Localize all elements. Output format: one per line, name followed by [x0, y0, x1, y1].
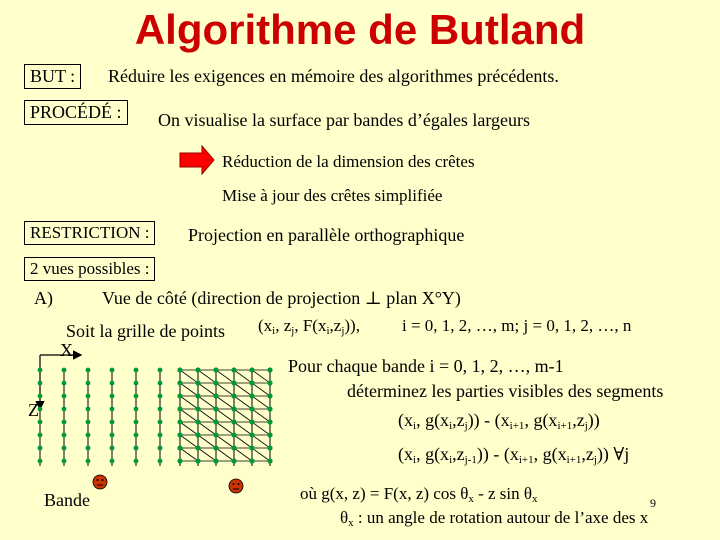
grid-diagonal-line	[216, 422, 234, 435]
grid-diagonal-line	[180, 396, 198, 409]
grid-diagonal-line	[198, 409, 216, 422]
grid-point	[249, 393, 254, 398]
grid-point	[213, 380, 218, 385]
grid-point	[267, 419, 272, 424]
grille-indices: i = 0, 1, 2, …, m; j = 0, 1, 2, …, n	[402, 316, 632, 335]
grid-point	[38, 433, 43, 438]
smiley-eye	[238, 483, 240, 485]
grid-point	[38, 368, 43, 373]
smiley-eye	[97, 479, 99, 481]
grid-point	[158, 420, 163, 425]
grid-point	[134, 420, 139, 425]
segment-formula-1: ($x_i$, $g(x_i,z_j)) - (x_{i+1}$, $g(x_{i+1},z_j)$)	[398, 410, 600, 432]
grid-point	[62, 407, 67, 412]
grid-point	[231, 393, 236, 398]
grid-point	[86, 407, 91, 412]
procede-result1: Réduction de la dimension des crêtes	[222, 152, 475, 171]
but-label: BUT :	[24, 64, 81, 89]
grid-point	[134, 459, 139, 464]
grid-diagonal-line	[198, 448, 216, 461]
grid-point	[134, 446, 139, 451]
vues-item-a: A)	[34, 288, 53, 308]
grid-point	[62, 368, 67, 373]
grid-diagonal-line	[216, 396, 234, 409]
grid-point	[38, 381, 43, 386]
grid-diagonal-line	[252, 448, 270, 461]
grid-point	[177, 445, 182, 450]
grid-diagonal-line	[252, 409, 270, 422]
grid-point	[195, 367, 200, 372]
grid-point	[158, 446, 163, 451]
grid-point	[158, 459, 163, 464]
grid-diagonal-line	[198, 422, 216, 435]
grid-point	[249, 419, 254, 424]
grid-diagonal-line	[252, 422, 270, 435]
grid-point	[110, 381, 115, 386]
grid-point	[86, 459, 91, 464]
grid-point	[213, 419, 218, 424]
grid-point	[249, 432, 254, 437]
bande-text-line2: déterminez les parties visibles des segments	[347, 381, 664, 401]
grid-diagonal-line	[216, 448, 234, 461]
grid-point	[86, 433, 91, 438]
grid-diagonal-line	[234, 422, 252, 435]
restriction-label: RESTRICTION :	[24, 221, 155, 245]
grid-point	[62, 446, 67, 451]
grid-point	[231, 458, 236, 463]
segment-formula-2: ($x_i$, $g(x_i,z_{j-1})) - (x_{i+1}$, $g(x_{i+1},z_j)$) ∀j	[398, 444, 630, 466]
grid-point	[62, 394, 67, 399]
grid-point	[62, 381, 67, 386]
grid-point	[231, 380, 236, 385]
grid-diagonal-line	[180, 409, 198, 422]
grid-point	[249, 367, 254, 372]
grid-point	[249, 445, 254, 450]
grid-point	[158, 407, 163, 412]
grid-point	[177, 406, 182, 411]
grid-point	[195, 445, 200, 450]
grid-point	[62, 459, 67, 464]
bande-text-line1: Pour chaque bande i = 0, 1, 2, …, m-1	[288, 356, 564, 376]
grid-point	[267, 445, 272, 450]
grid-point	[267, 406, 272, 411]
grid-point	[110, 446, 115, 451]
slide-title: Algorithme de Butland	[134, 6, 586, 53]
grid-point	[195, 393, 200, 398]
grid-diagonal-line	[198, 370, 216, 383]
smiley-icon	[93, 475, 107, 489]
grid-point	[110, 368, 115, 373]
grid-point	[158, 394, 163, 399]
grid-diagonal-line	[180, 422, 198, 435]
grid-point	[249, 406, 254, 411]
grid-point	[86, 368, 91, 373]
grid-point	[231, 419, 236, 424]
grid-diagonal-line	[180, 370, 198, 383]
grid-point	[231, 432, 236, 437]
vues-item-a-text: Vue de côté (direction de projection ⊥ plan X°Y)	[102, 288, 461, 308]
grid-diagonal-line	[216, 370, 234, 383]
grid-diagonal-line	[252, 370, 270, 383]
grid-point	[177, 393, 182, 398]
grid-point	[110, 420, 115, 425]
grid-diagonal-line	[180, 383, 198, 396]
grid-point	[213, 445, 218, 450]
grid-diagonal-line	[180, 448, 198, 461]
grid-diagonal-line	[234, 370, 252, 383]
grid-point	[267, 380, 272, 385]
grid-point	[195, 406, 200, 411]
grid-diagonal-line	[216, 383, 234, 396]
grille-points-formula: ($x_i$, $z_j$, $F(x_i,z_j)$),	[258, 316, 360, 337]
grid-point	[177, 367, 182, 372]
axis-z-label: Z	[28, 400, 39, 420]
grid-point	[177, 419, 182, 424]
grid-point	[267, 432, 272, 437]
grid-point	[38, 446, 43, 451]
vues-label: 2 vues possibles :	[24, 257, 155, 281]
grid-point	[249, 458, 254, 463]
page-number: 9	[650, 496, 656, 510]
grid-point	[213, 458, 218, 463]
grille-intro: Soit la grille de points	[66, 321, 225, 341]
but-text: Réduire les exigences en mémoire des algorithmes précédents.	[108, 66, 559, 86]
grid-point	[213, 406, 218, 411]
grid-point	[177, 432, 182, 437]
grid-point	[62, 433, 67, 438]
axis-x-label: X	[60, 340, 73, 360]
grid-point	[213, 432, 218, 437]
grid-point	[249, 380, 254, 385]
grid-diagonal-line	[198, 383, 216, 396]
grid-point	[231, 367, 236, 372]
grid-point	[134, 368, 139, 373]
grid-diagonal-line	[198, 435, 216, 448]
procede-label: PROCÉDÉ :	[24, 100, 128, 125]
procede-result2: Mise à jour des crêtes simplifiée	[222, 186, 443, 205]
grid-point	[195, 432, 200, 437]
grid-point	[86, 381, 91, 386]
grid-diagonal-line	[216, 435, 234, 448]
grid-point	[177, 380, 182, 385]
grid-diagonal-line	[252, 396, 270, 409]
grid-point	[110, 407, 115, 412]
grid-point	[86, 420, 91, 425]
grid-point	[195, 419, 200, 424]
grid-point	[134, 381, 139, 386]
smiley-icon	[229, 479, 243, 493]
smiley-eye	[233, 483, 235, 485]
grid-diagonal-line	[234, 383, 252, 396]
grid-point	[86, 446, 91, 451]
restriction-text: Projection en parallèle orthographique	[188, 225, 465, 245]
grid-point	[86, 394, 91, 399]
grid-point	[231, 406, 236, 411]
grid-point	[110, 394, 115, 399]
grid-point	[177, 458, 182, 463]
grid-diagonal-line	[198, 396, 216, 409]
grid-point	[231, 445, 236, 450]
grid-point	[110, 459, 115, 464]
grid-point	[195, 380, 200, 385]
procede-text: On visualise la surface par bandes d’égales largeurs	[158, 110, 531, 130]
grid-diagonal-line	[216, 409, 234, 422]
grid-point	[267, 458, 272, 463]
grid-point	[158, 381, 163, 386]
grid-point	[267, 367, 272, 372]
grid-point	[195, 458, 200, 463]
grid-diagonal-line	[234, 435, 252, 448]
grid-point	[38, 459, 43, 464]
grid-diagonal-line	[234, 409, 252, 422]
grid-diagonal-line	[234, 448, 252, 461]
grid-point	[134, 394, 139, 399]
grid-point	[62, 420, 67, 425]
grid-diagonal-line	[252, 435, 270, 448]
grid-point	[134, 407, 139, 412]
bande-label: Bande	[44, 490, 90, 510]
formula-theta-def: $\theta_x$ : un angle de rotation autour de l’axe des x	[340, 508, 649, 529]
grid-point	[38, 394, 43, 399]
grid-point	[213, 393, 218, 398]
grid-point	[158, 368, 163, 373]
grid-point	[158, 433, 163, 438]
formula-g-def: où g(x, z) = F(x, z) $\cos \theta_x$ - z $\sin \theta_x$	[300, 484, 538, 505]
smiley-eye	[102, 479, 104, 481]
grid-point	[110, 433, 115, 438]
grid-point	[213, 367, 218, 372]
grid-point	[134, 433, 139, 438]
grid-diagonal-line	[234, 396, 252, 409]
grid-point	[267, 393, 272, 398]
grid-diagonal-line	[180, 435, 198, 448]
grid-diagonal-line	[252, 383, 270, 396]
